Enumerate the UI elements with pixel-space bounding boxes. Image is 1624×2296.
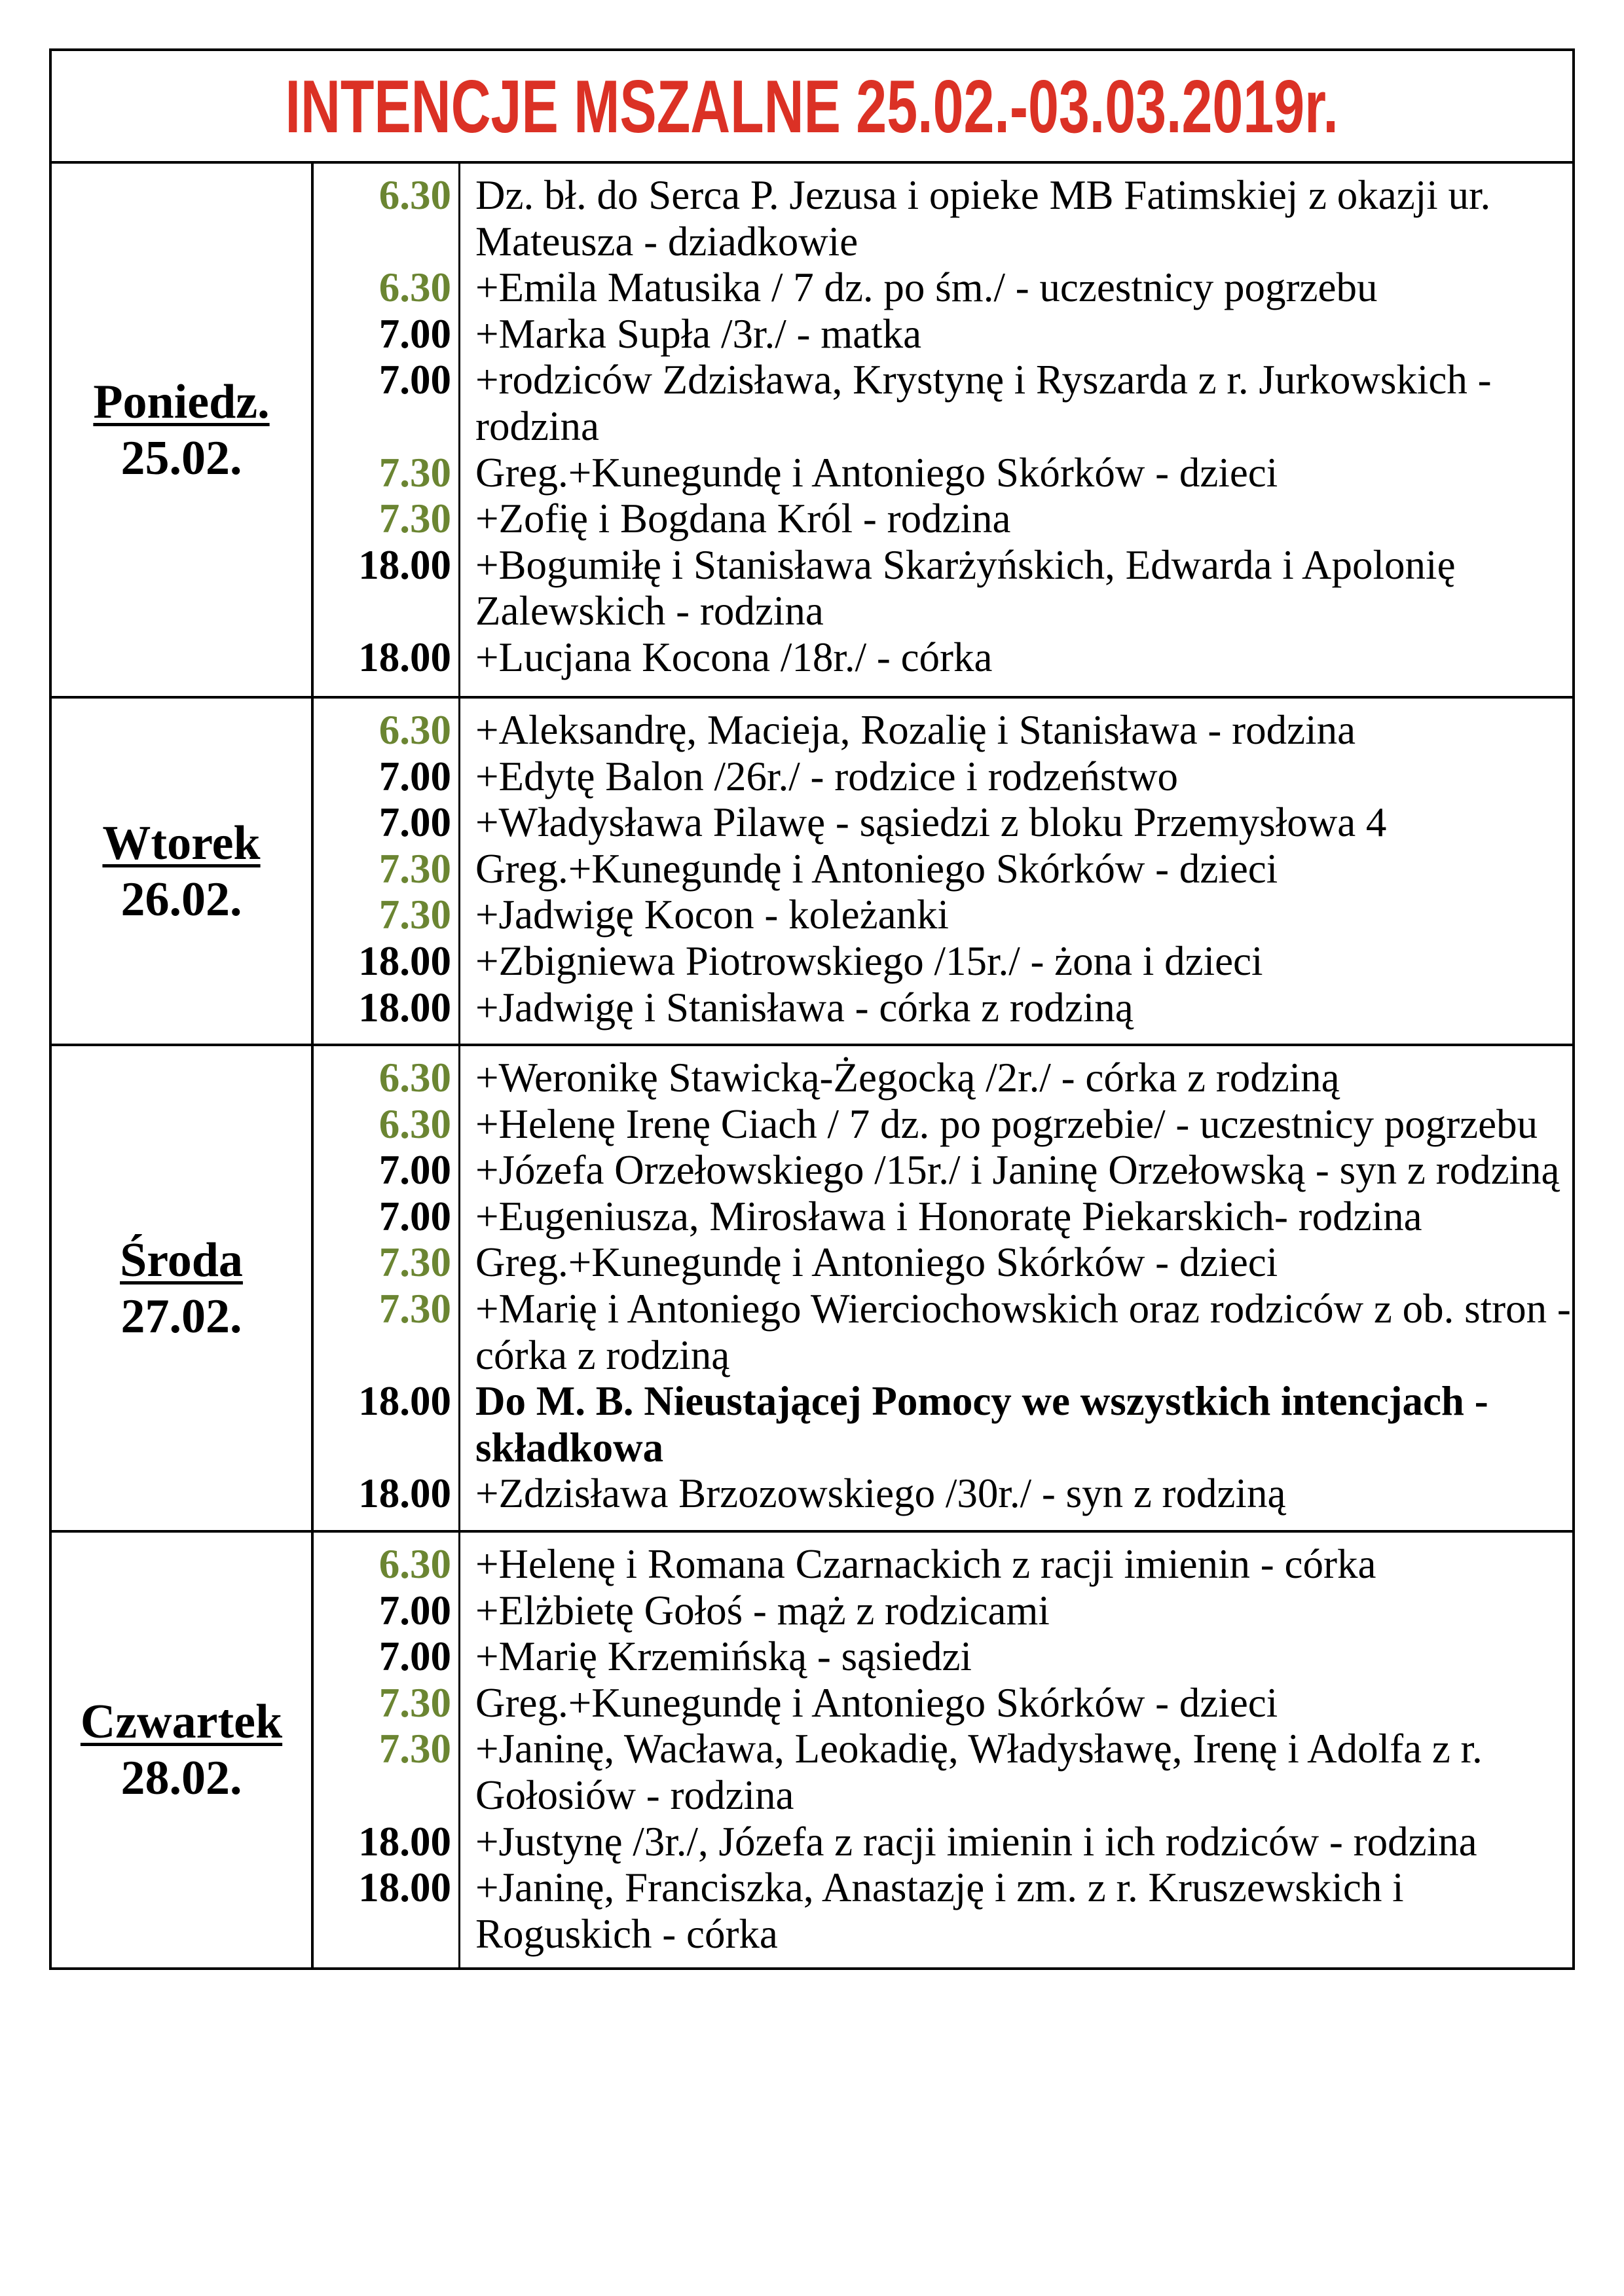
intention-row bbox=[52, 1239, 1572, 1286]
day-name: Środa bbox=[120, 1233, 243, 1287]
mass-time: 18.00 bbox=[358, 984, 451, 1030]
intention-row bbox=[52, 1194, 1572, 1240]
intention-text: +Marka Supła /3r./ - matka bbox=[475, 310, 922, 357]
intention-text: +Aleksandrę, Macieja, Rozalię i Stanisława - rodzina bbox=[475, 707, 1356, 753]
intention-text: +Janinę, Franciszka, Anastazję i zm. z r. Kruszewskich i bbox=[475, 1865, 1404, 1911]
intention-text: +Weronikę Stawicką-Żegocką /2r./ - córka z rodziną bbox=[475, 1055, 1340, 1101]
intention-row bbox=[52, 634, 1572, 681]
intention-text: córka z rodziną bbox=[475, 1332, 730, 1378]
intention-text: Zalewskich - rodzina bbox=[475, 588, 824, 634]
intention-row bbox=[52, 1147, 1572, 1194]
day-name: Wtorek bbox=[102, 816, 261, 870]
intention-row bbox=[52, 1055, 1572, 1101]
intentions-table bbox=[49, 48, 1575, 1970]
intention-row bbox=[52, 846, 1572, 892]
intention-row bbox=[52, 1633, 1572, 1680]
mass-time: 6.30 bbox=[378, 1101, 451, 1147]
mass-time: 7.30 bbox=[378, 496, 451, 542]
intention-text: składkowa bbox=[475, 1424, 664, 1470]
mass-time: 6.30 bbox=[378, 1541, 451, 1587]
intention-row bbox=[52, 219, 1572, 265]
mass-time: 6.30 bbox=[378, 707, 451, 753]
intention-text: +Janinę, Wacława, Leokadię, Władysławę, Irenę i Adolfa z r. bbox=[475, 1726, 1483, 1772]
intention-row bbox=[52, 357, 1572, 403]
mass-time: 18.00 bbox=[358, 1818, 451, 1865]
mass-time: 7.00 bbox=[378, 1633, 451, 1680]
intention-text: +Eugeniusza, Mirosława i Honoratę Piekarskich- rodzina bbox=[475, 1193, 1422, 1239]
day-date: 28.02. bbox=[120, 1751, 242, 1805]
intention-row bbox=[52, 542, 1572, 589]
intention-row bbox=[52, 938, 1572, 985]
intention-text: +Jadwigę Kocon - koleżanki bbox=[475, 892, 950, 938]
intention-text: +Zbigniewa Piotrowskiego /15r./ - żona i dzieci bbox=[475, 938, 1263, 984]
intention-text: +Edytę Balon /26r./ - rodzice i rodzeństwo bbox=[475, 753, 1178, 799]
day-section-tuesday bbox=[52, 699, 1572, 1046]
intention-row bbox=[52, 1470, 1572, 1517]
mass-time: 7.30 bbox=[378, 1239, 451, 1286]
day-date: 25.02. bbox=[120, 431, 242, 485]
intention-row bbox=[52, 264, 1572, 311]
mass-time: 18.00 bbox=[358, 1470, 451, 1517]
intention-text: Dz. bł. do Serca P. Jezusa i opieke MB Fatimskiej z okazji ur. bbox=[475, 172, 1491, 218]
intention-row bbox=[52, 1332, 1572, 1379]
day-name: Czwartek bbox=[80, 1695, 283, 1749]
mass-time: 18.00 bbox=[358, 634, 451, 680]
intention-text: +Bogumiłę i Stanisława Skarżyńskich, Edwarda i Apolonię bbox=[475, 541, 1456, 588]
intention-row bbox=[52, 707, 1572, 754]
intention-row bbox=[52, 754, 1572, 800]
mass-time: 6.30 bbox=[378, 1055, 451, 1101]
intention-row bbox=[52, 496, 1572, 542]
intention-row bbox=[52, 1819, 1572, 1865]
day-date: 27.02. bbox=[120, 1289, 242, 1343]
intention-text: Greg.+Kunegundę i Antoniego Skórków - dzieci bbox=[475, 1679, 1278, 1726]
intention-text: +Zdzisława Brzozowskiego /30r./ - syn z rodziną bbox=[475, 1470, 1286, 1517]
mass-time: 7.00 bbox=[378, 1147, 451, 1194]
intention-row bbox=[52, 985, 1572, 1031]
mass-time: 7.30 bbox=[378, 1285, 451, 1332]
day-name: Poniedz. bbox=[93, 374, 270, 429]
intention-text: +Lucjana Kocona /18r./ - córka bbox=[475, 634, 993, 680]
mass-time: 7.00 bbox=[378, 1193, 451, 1239]
intention-row bbox=[52, 1772, 1572, 1819]
entries bbox=[52, 707, 1572, 1030]
intention-text: Mateusza - dziadkowie bbox=[475, 218, 858, 264]
mass-time: 18.00 bbox=[358, 541, 451, 588]
intention-row bbox=[52, 1726, 1572, 1772]
day-section-monday bbox=[52, 164, 1572, 699]
intention-row bbox=[52, 892, 1572, 938]
intention-text: Do M. B. Nieustającej Pomocy we wszystkich intencjach - bbox=[475, 1378, 1488, 1425]
intention-text: +Józefa Orzełowskiego /15r./ i Janinę Orzełowską - syn z rodziną bbox=[475, 1147, 1560, 1194]
mass-time: 7.00 bbox=[378, 310, 451, 357]
intention-row bbox=[52, 172, 1572, 219]
intention-text: +Helenę i Romana Czarnackich z racji imienin - córka bbox=[475, 1541, 1376, 1587]
intention-text: Roguskich - córka bbox=[475, 1910, 778, 1957]
intention-row bbox=[52, 1680, 1572, 1726]
intention-row bbox=[52, 799, 1572, 846]
mass-time: 7.00 bbox=[378, 1587, 451, 1633]
entries bbox=[52, 172, 1572, 681]
intention-text: +Jadwigę i Stanisława - córka z rodziną bbox=[475, 984, 1134, 1030]
intention-text: +Zofię i Bogdana Król - rodzina bbox=[475, 496, 1011, 542]
mass-time: 7.30 bbox=[378, 892, 451, 938]
intention-row bbox=[52, 311, 1572, 357]
intention-row bbox=[52, 588, 1572, 634]
entries bbox=[52, 1055, 1572, 1517]
intention-row bbox=[52, 1425, 1572, 1471]
mass-time: 6.30 bbox=[378, 172, 451, 218]
intention-row bbox=[52, 1588, 1572, 1634]
mass-time: 18.00 bbox=[358, 1865, 451, 1911]
mass-time: 7.30 bbox=[378, 449, 451, 496]
page-title: INTENCJE MSZALNE 25.02.-03.03.2019r. bbox=[285, 65, 1339, 149]
mass-time: 18.00 bbox=[358, 1378, 451, 1425]
mass-time: 7.00 bbox=[378, 357, 451, 403]
intention-text: +Elżbietę Gołoś - mąż z rodzicami bbox=[475, 1587, 1050, 1633]
mass-time: 7.30 bbox=[378, 1726, 451, 1772]
mass-time: 7.30 bbox=[378, 845, 451, 892]
intention-text: +rodziców Zdzisława, Krystynę i Ryszarda z r. Jurkowskich - bbox=[475, 357, 1492, 403]
intention-row bbox=[52, 1911, 1572, 1958]
title-row bbox=[52, 51, 1572, 164]
intention-row bbox=[52, 450, 1572, 496]
day-section-wednesday bbox=[52, 1046, 1572, 1533]
intention-row bbox=[52, 403, 1572, 450]
mass-time: 18.00 bbox=[358, 938, 451, 984]
entries bbox=[52, 1541, 1572, 1957]
intention-text: +Marię Krzemińską - sąsiedzi bbox=[475, 1633, 972, 1680]
intention-row bbox=[52, 1865, 1572, 1911]
intention-row bbox=[52, 1286, 1572, 1332]
intention-text: +Justynę /3r./, Józefa z racji imienin i ich rodziców - rodzina bbox=[475, 1818, 1477, 1865]
intention-text: +Władysława Pilawę - sąsiedzi z bloku Przemysłowa 4 bbox=[475, 799, 1387, 846]
intention-text: +Emila Matusika / 7 dz. po śm./ - uczestnicy pogrzebu bbox=[475, 264, 1378, 311]
intention-text: Greg.+Kunegundę i Antoniego Skórków - dzieci bbox=[475, 449, 1278, 496]
intention-text: +Helenę Irenę Ciach / 7 dz. po pogrzebie/ - uczestnicy pogrzebu bbox=[475, 1101, 1538, 1147]
intention-row bbox=[52, 1541, 1572, 1588]
intention-text: Greg.+Kunegundę i Antoniego Skórków - dzieci bbox=[475, 1239, 1278, 1286]
mass-time: 6.30 bbox=[378, 264, 451, 311]
intention-row bbox=[52, 1101, 1572, 1148]
day-section-thursday bbox=[52, 1533, 1572, 1967]
intention-text: +Marię i Antoniego Wierciochowskich oraz rodziców z ob. stron - bbox=[475, 1285, 1571, 1332]
intention-row bbox=[52, 1378, 1572, 1425]
intention-text: rodzina bbox=[475, 403, 599, 449]
mass-time: 7.00 bbox=[378, 753, 451, 799]
day-date: 26.02. bbox=[120, 872, 242, 926]
mass-time: 7.00 bbox=[378, 799, 451, 846]
mass-time: 7.30 bbox=[378, 1679, 451, 1726]
intention-text: Greg.+Kunegundę i Antoniego Skórków - dzieci bbox=[475, 845, 1278, 892]
intention-text: Gołosiów - rodzina bbox=[475, 1772, 794, 1818]
